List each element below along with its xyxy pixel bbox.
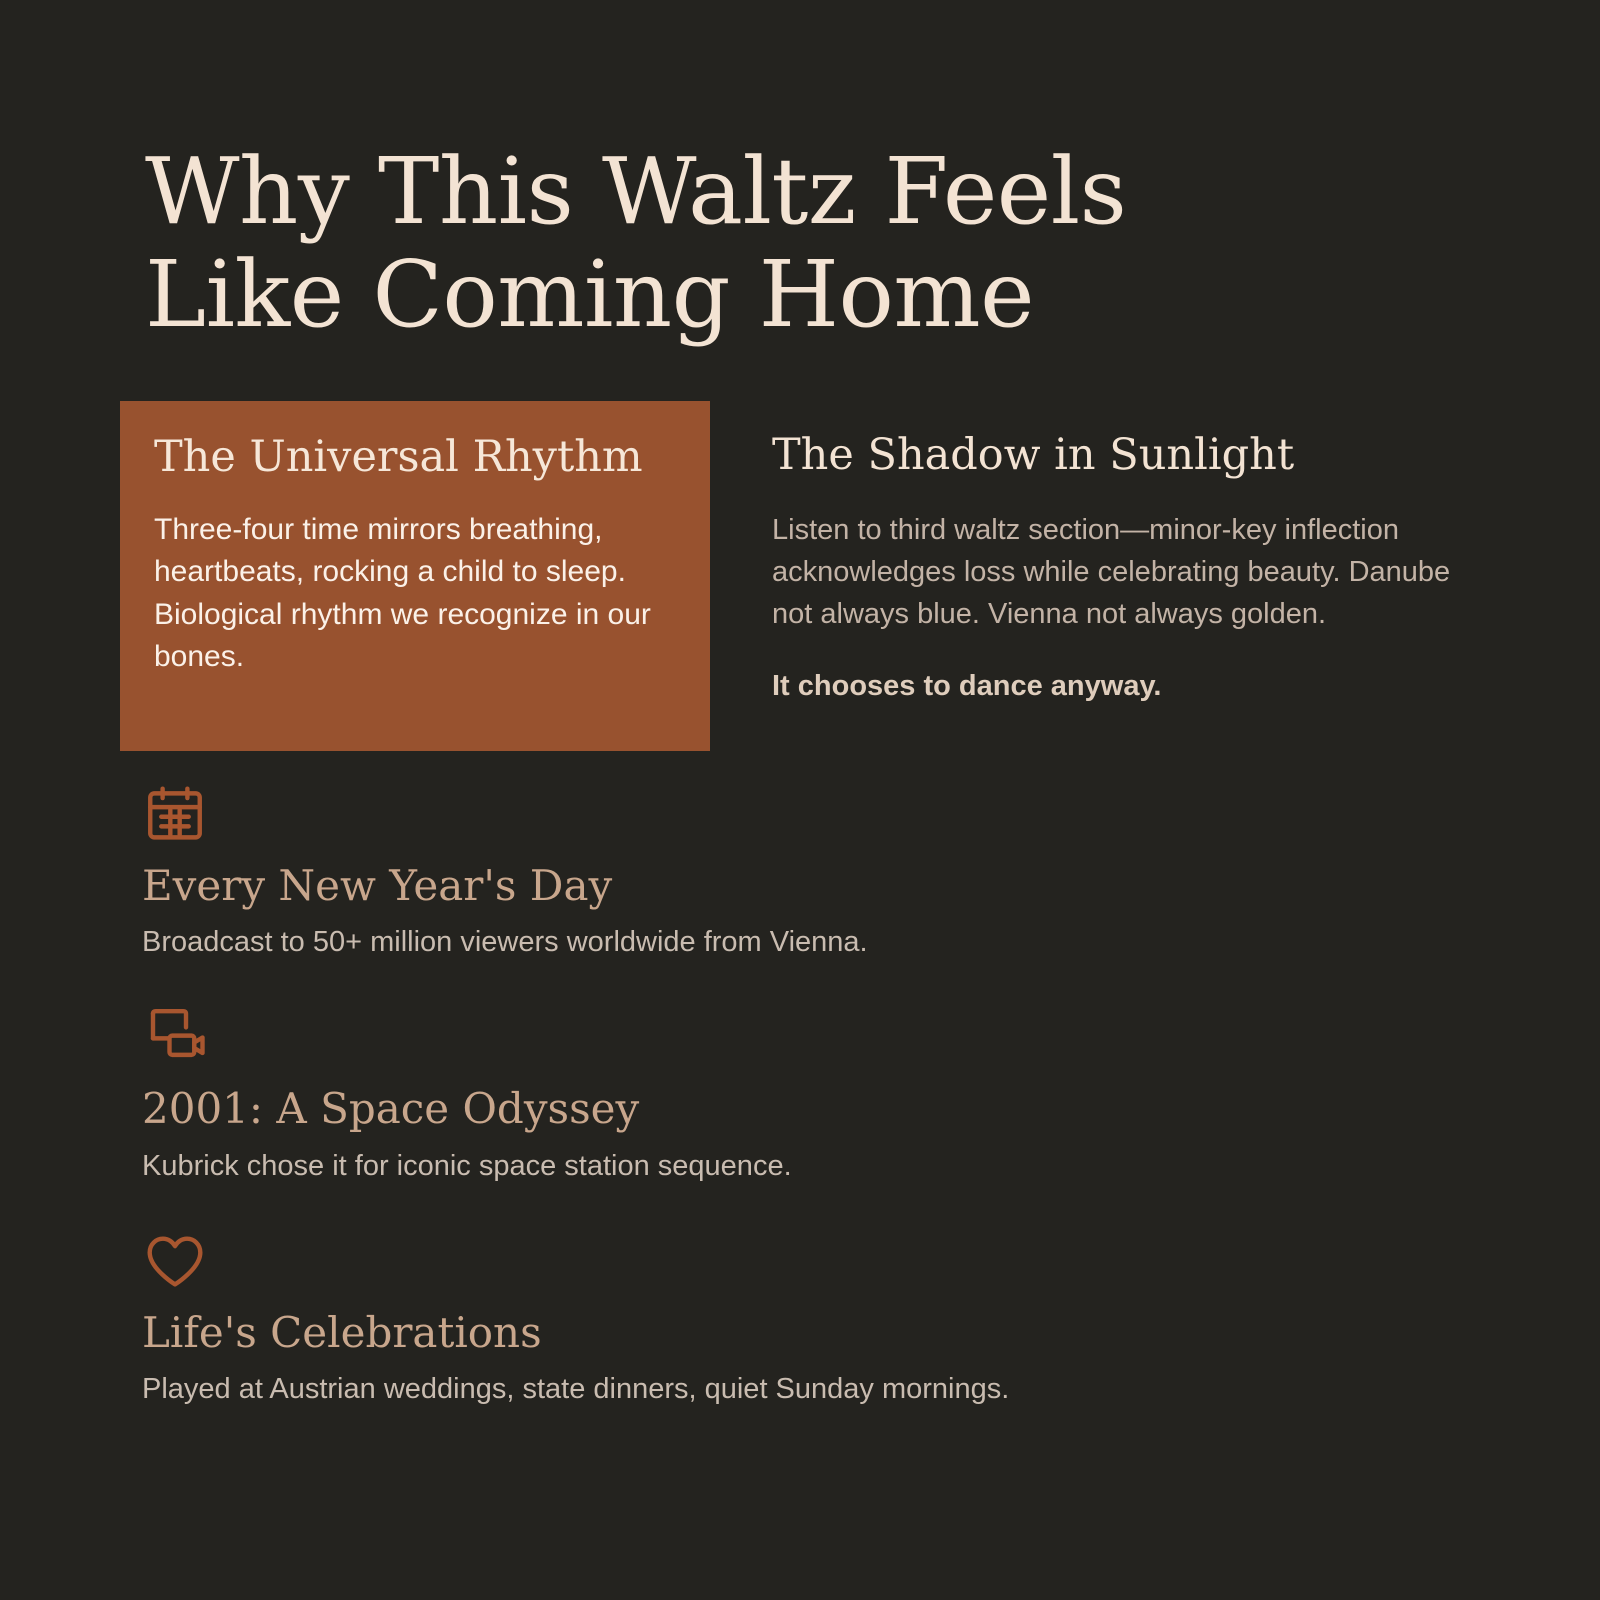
right-column-body: Listen to third waltz section—minor-key inflection acknowledges loss while celebrating beauty. Danube not always blue. Vienna not always golden. bbox=[772, 513, 1451, 630]
calendar-icon bbox=[142, 781, 208, 847]
universal-rhythm-card bbox=[120, 401, 710, 751]
feature-body: Kubrick chose it for iconic space station sequence. bbox=[142, 1149, 792, 1182]
feature-item bbox=[142, 1004, 1480, 1185]
feature-item bbox=[142, 781, 1480, 962]
feature-body: Broadcast to 50+ million viewers worldwide from Vienna. bbox=[142, 926, 868, 959]
feature-item bbox=[142, 1228, 1480, 1409]
page-title: Why This Waltz Feels Like Coming Home bbox=[145, 138, 1127, 349]
feature-title: Life's Celebrations bbox=[142, 1307, 542, 1357]
two-column-section bbox=[120, 401, 1480, 751]
card-title: The Universal Rhythm bbox=[154, 432, 643, 483]
feature-body: Played at Austrian weddings, state dinners, quiet Sunday mornings. bbox=[142, 1372, 1010, 1405]
shadow-in-sunlight-column bbox=[772, 401, 1472, 707]
heart-icon bbox=[142, 1228, 208, 1294]
right-column-emphasis: It chooses to dance anyway. bbox=[772, 669, 1162, 702]
right-column-title: The Shadow in Sunlight bbox=[772, 430, 1295, 481]
feature-title: 2001: A Space Odyssey bbox=[142, 1084, 640, 1134]
feature-list bbox=[142, 781, 1480, 1409]
video-camera-icon bbox=[142, 1004, 208, 1070]
card-body: Three-four time mirrors breathing, heartbeats, rocking a child to sleep. Biological rhythm we recognize in our bones. bbox=[154, 512, 651, 674]
feature-title: Every New Year's Day bbox=[142, 861, 613, 911]
